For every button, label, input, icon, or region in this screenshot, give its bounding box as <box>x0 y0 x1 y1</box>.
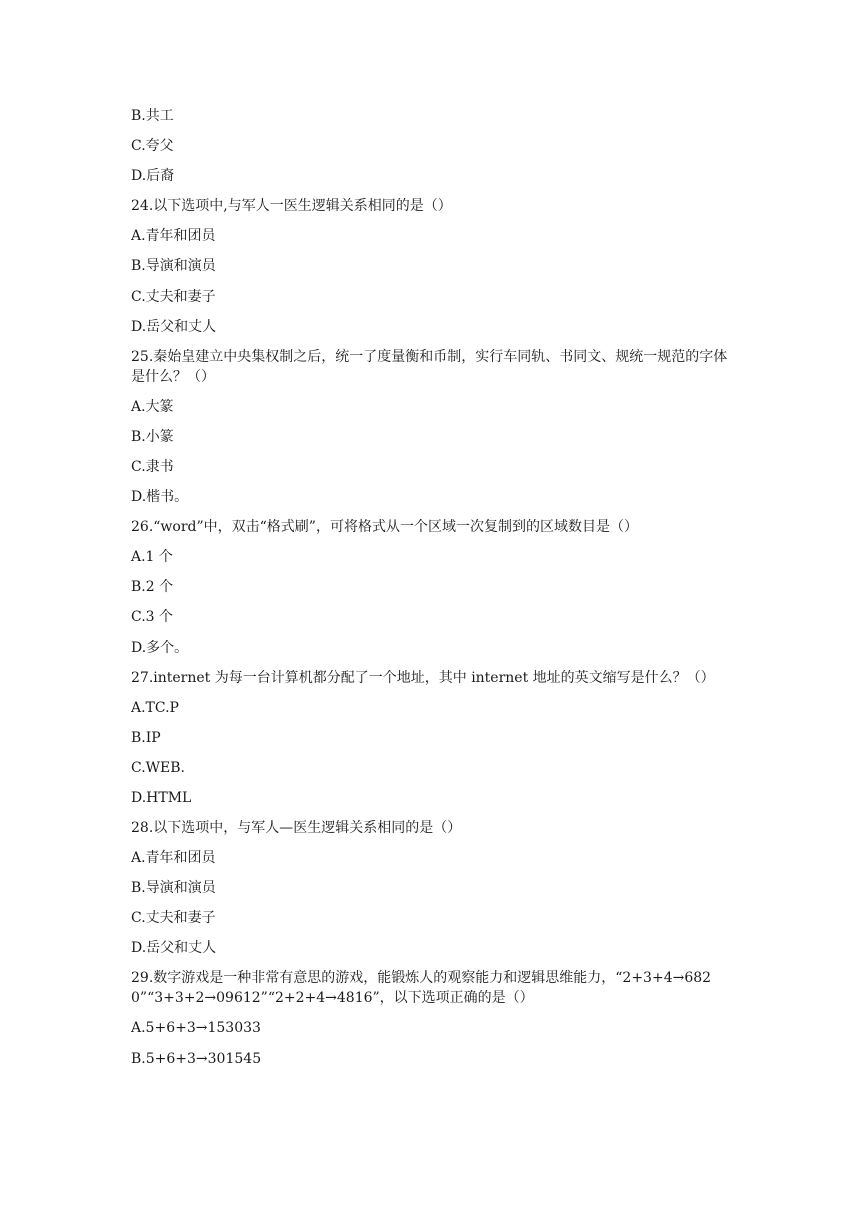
option-a: A.TC.P <box>131 699 179 716</box>
option-c: C.WEB. <box>131 759 186 776</box>
question-25: 25.秦始皇建立中央集权制之后，统一了度量衡和币制，实行车同轨、书同文、规统一规范的字体是什么？（） <box>131 348 728 385</box>
option-b: B.导演和演员 <box>131 258 216 275</box>
question-29: 29.数字游戏是一种非常有意思的游戏，能锻炼人的观察能力和逻辑思维能力，“2+3+4→6820”“3+3+2→09612”“2+2+4→4816”，以下选项正确的是（） <box>131 970 712 1007</box>
document-page <box>131 101 741 1074</box>
option-b: B.IP <box>131 729 161 746</box>
option-b: B.小篆 <box>131 428 174 445</box>
question-27: 27.internet 为每一台计算机都分配了一个地址，其中 internet 地址的英文缩写是什么？（） <box>131 669 715 686</box>
option-d: D.楷书。 <box>131 489 189 506</box>
option-b: B.导演和演员 <box>131 880 216 897</box>
option-d: D.岳父和丈人 <box>131 940 217 957</box>
option-c: C.隶书 <box>131 458 174 475</box>
option-c: C.夸父 <box>131 138 174 155</box>
option-b: B.2 个 <box>131 579 174 596</box>
question-28: 28.以下选项中，与军人—医生逻辑关系相同的是（） <box>131 819 462 836</box>
question-24: 24.以下选项中,与军人一医生逻辑关系相同的是（） <box>131 198 452 215</box>
option-b: B.5+6+3→301545 <box>131 1050 262 1067</box>
option-a: A.青年和团员 <box>131 850 216 867</box>
option-b: B.共工 <box>131 108 174 124</box>
option-d: D.HTML <box>131 789 192 806</box>
option-a: A.青年和团员 <box>131 228 216 245</box>
option-a: A.1 个 <box>131 549 173 566</box>
option-c: C.丈夫和妻子 <box>131 288 216 305</box>
option-c: C.丈夫和妻子 <box>131 910 216 927</box>
option-d: D.岳父和丈人 <box>131 318 217 335</box>
question-26: 26.“word”中，双击“格式刷”，可将格式从一个区域一次复制到的区域数目是（） <box>131 519 638 536</box>
option-a: A.大篆 <box>131 398 174 415</box>
option-a: A.5+6+3→153033 <box>131 1020 261 1037</box>
option-d: D.后裔 <box>131 168 175 185</box>
option-d: D.多个。 <box>131 639 189 656</box>
option-c: C.3 个 <box>131 609 174 626</box>
